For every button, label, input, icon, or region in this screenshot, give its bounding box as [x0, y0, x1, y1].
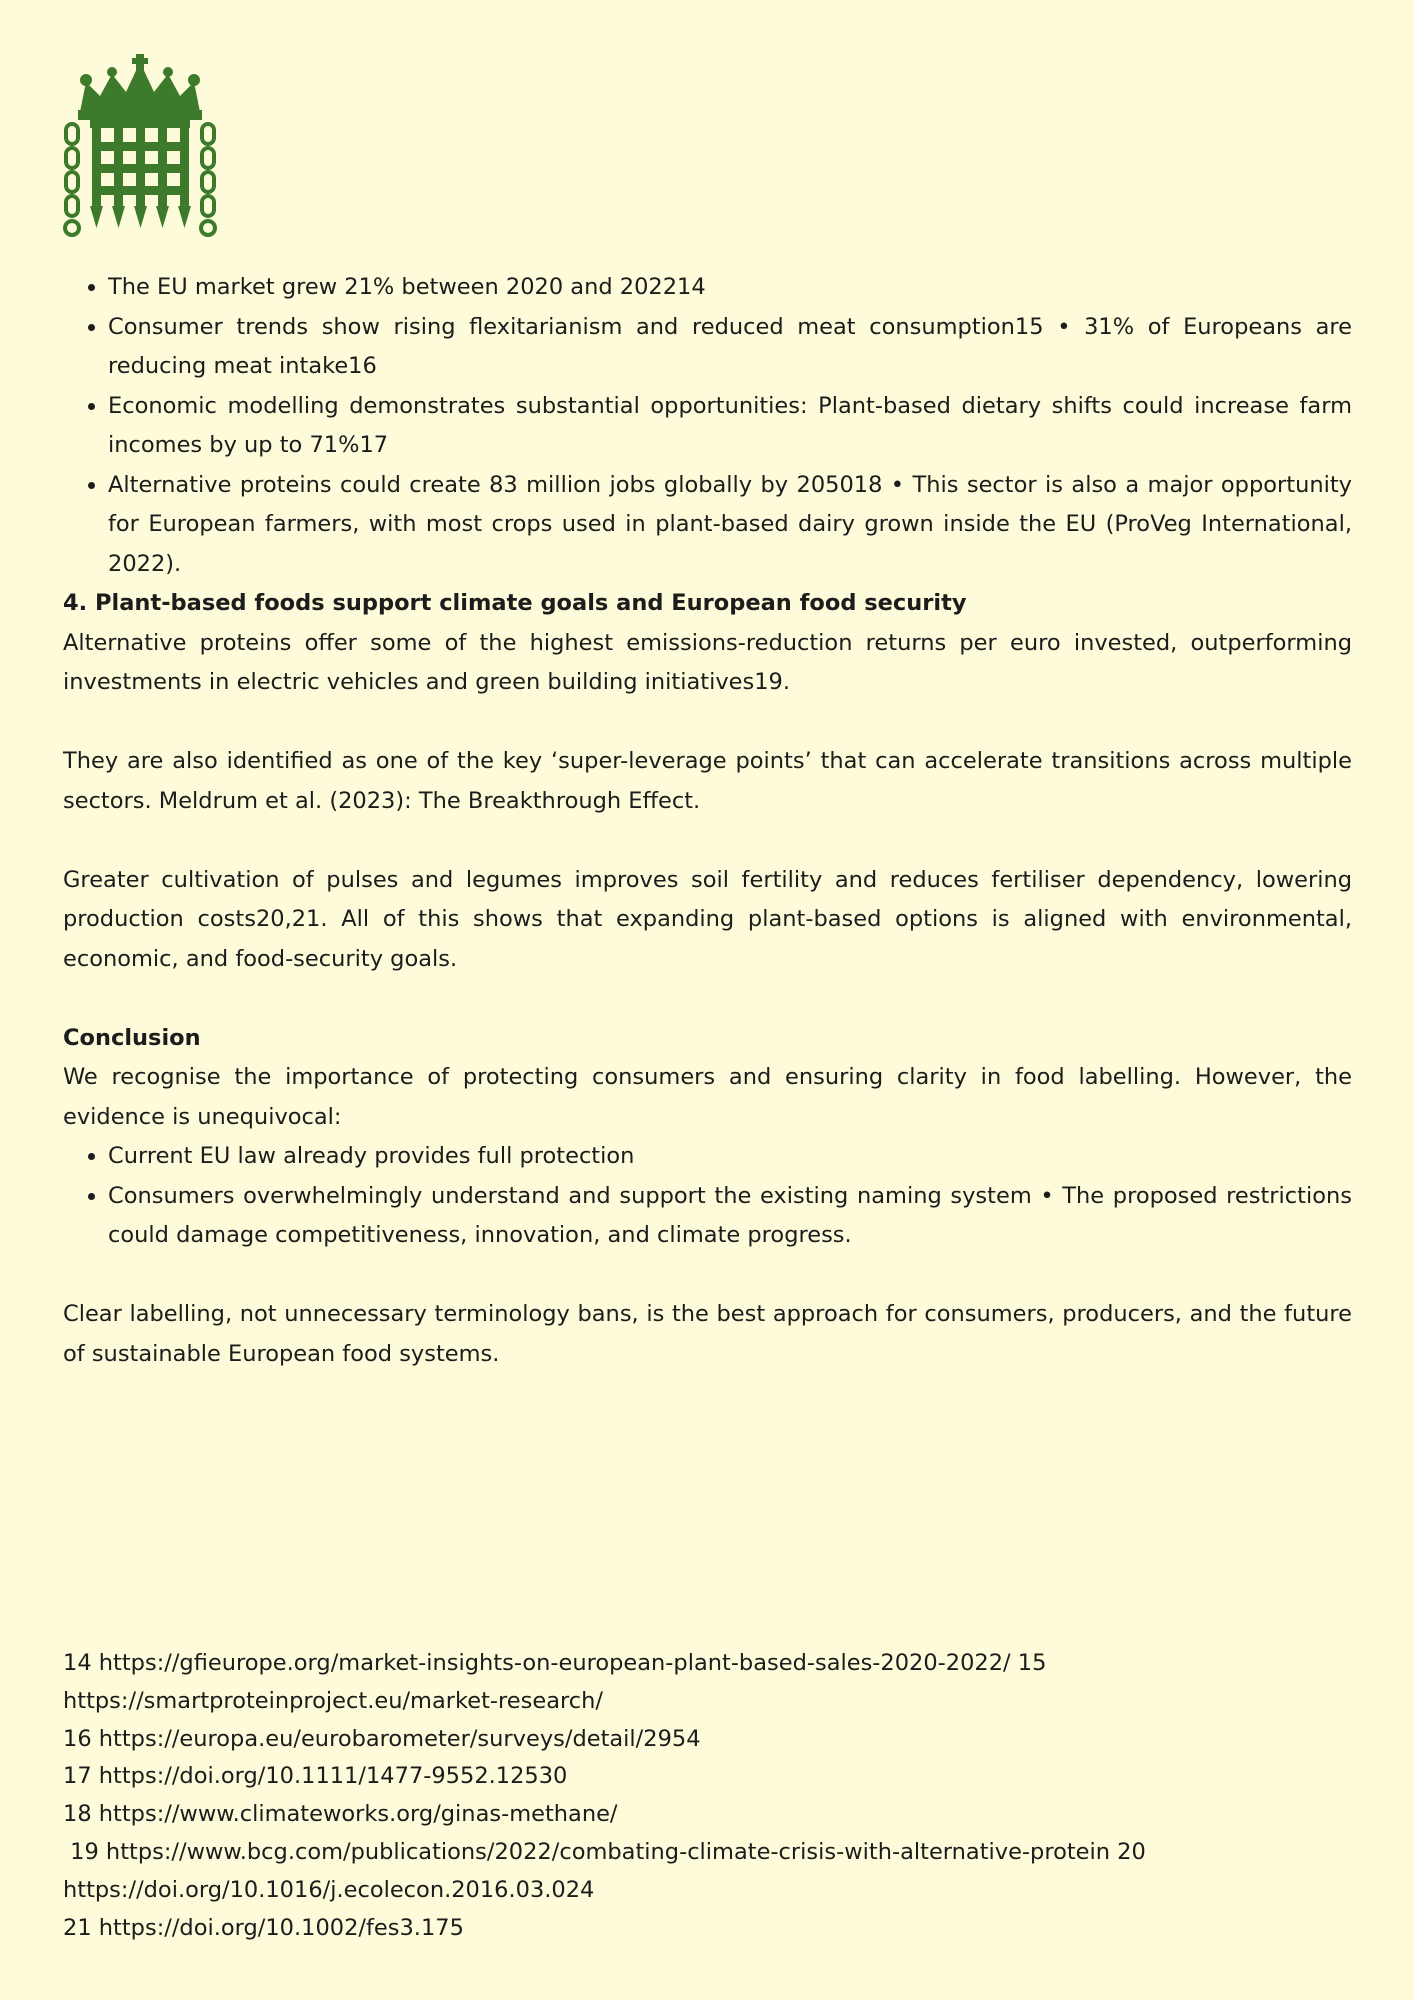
section-4-heading: 4. Plant-based foods support climate goals and European food security	[63, 590, 967, 616]
portcullis-emblem-icon	[62, 52, 218, 238]
list-item: • Current EU law already provides full protection	[108, 1137, 1352, 1177]
footnote-line: https://smartproteinproject.eu/market-research/	[63, 1687, 603, 1714]
footnote-line: 21 https://doi.org/10.1002/fes3.175	[63, 1914, 464, 1941]
main-content	[63, 268, 1352, 1374]
footnote-line: 18 https://www.climateworks.org/ginas-methane/	[63, 1801, 618, 1828]
list-item: • Economic modelling demonstrates substantial opportunities: Plant-based dietary shifts could increase farm incomes by up to 71%17	[108, 387, 1352, 466]
list-item: • The EU market grew 21% between 2020 and 202214	[108, 268, 1352, 308]
section-4-paragraph-2: They are also identified as one of the key ‘super-leverage points’ that can accelerate transitions across multiple sectors. Meldrum et al. (2023): The Breakthrough Effect.	[63, 748, 1352, 814]
footnote-line: 19 https://www.bcg.com/publications/2022/combating-climate-crisis-with-alternative-protein 20	[63, 1838, 1146, 1865]
section-4-paragraph-3: Greater cultivation of pulses and legumes improves soil fertility and reduces fertiliser dependency, lowering production costs20,21. All of this shows that expanding plant-based options is aligned with environmental, economic, and food-security goals.	[63, 866, 1352, 972]
conclusion-closing: Clear labelling, not unnecessary terminology bans, is the best approach for consumers, producers, and the future of sustainable European food systems.	[63, 1301, 1352, 1367]
footnote-line: 16 https://europa.eu/eurobarometer/surveys/detail/2954	[63, 1725, 701, 1752]
list-item: • Alternative proteins could create 83 million jobs globally by 205018 • This sector is also a major opportunity for European farmers, with most crops used in plant-based dairy grown inside the EU (ProVeg International, 2022).	[108, 466, 1352, 585]
footnotes	[63, 1645, 1352, 1947]
conclusion-heading: Conclusion	[63, 1024, 201, 1051]
footnote-line: 17 https://doi.org/10.1111/1477-9552.12530	[63, 1763, 568, 1790]
footnote-line: https://doi.org/10.1016/j.ecolecon.2016.03.024	[63, 1876, 595, 1903]
list-item: • Consumer trends show rising flexitarianism and reduced meat consumption15 • 31% of Europeans are reducing meat intake16	[108, 308, 1352, 387]
section-4-paragraph-1: Alternative proteins offer some of the highest emissions-reduction returns per euro invested, outperforming investments in electric vehicles and green building initiatives19.	[63, 629, 1352, 695]
conclusion-bullet-list	[63, 1137, 1352, 1256]
conclusion-intro: We recognise the importance of protecting consumers and ensuring clarity in food labelling. However, the evidence is unequivocal:	[63, 1064, 1352, 1130]
list-item: • Consumers overwhelmingly understand and support the existing naming system • The proposed restrictions could damage competitiveness, innovation, and climate progress.	[108, 1177, 1352, 1256]
footnote-line: 14 https://gfieurope.org/market-insights-on-european-plant-based-sales-2020-2022/ 15	[63, 1650, 1047, 1676]
market-bullet-list	[63, 268, 1352, 584]
